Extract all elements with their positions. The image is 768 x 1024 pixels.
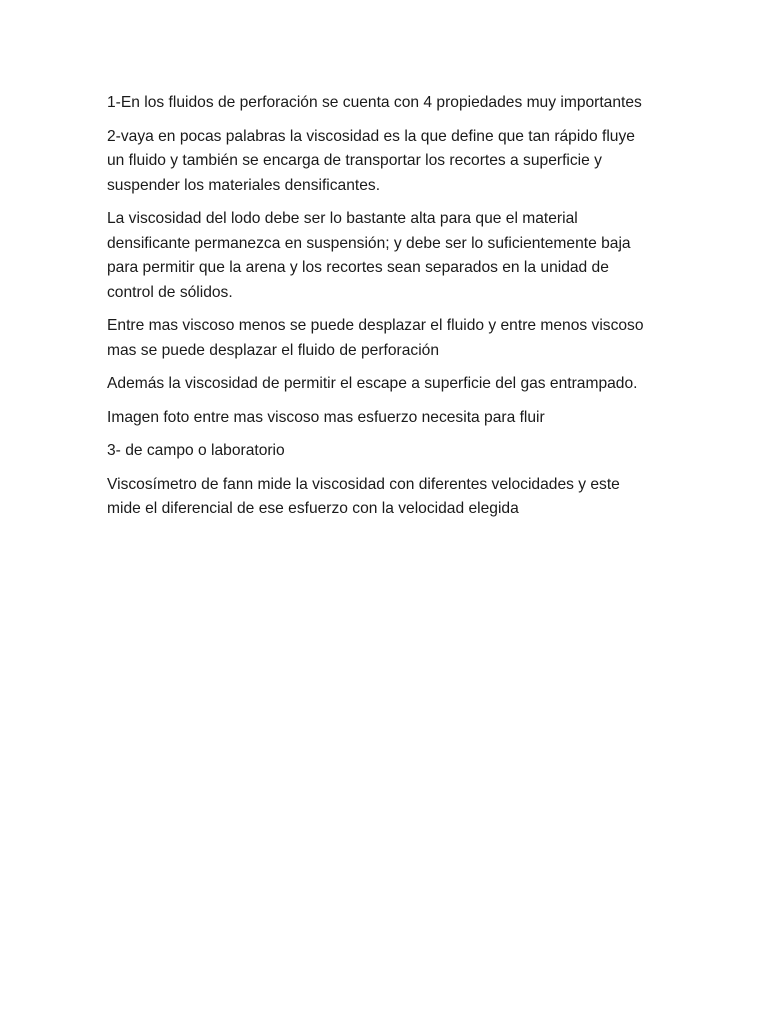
- paragraph-1: [107, 91, 677, 116]
- paragraph-line: un fluido y también se encarga de transportar los recortes a superficie y: [107, 152, 602, 169]
- paragraph-line: 1-En los fluidos de perforación se cuenta con 4 propiedades muy importantes: [107, 94, 642, 111]
- paragraph-line: suspender los materiales densificantes.: [107, 176, 381, 194]
- paragraph-2: [107, 125, 677, 199]
- paragraph-line: Viscosímetro de fann mide la viscosidad con diferentes velocidades y este: [107, 475, 620, 493]
- paragraph-7: [107, 439, 677, 464]
- paragraph-line: mide el diferencial de ese esfuerzo con la velocidad elegida: [107, 500, 519, 517]
- paragraph-6: [107, 406, 677, 431]
- document-body: [107, 91, 677, 531]
- paragraph-4: [107, 314, 677, 363]
- paragraph-line: Además la viscosidad de permitir el escape a superficie del gas entrampado.: [107, 375, 638, 392]
- paragraph-line: Entre mas viscoso menos se puede desplazar el fluido y entre menos viscoso: [107, 317, 644, 334]
- paragraph-line: para permitir que la arena y los recortes sean separados en la unidad de: [107, 259, 609, 276]
- paragraph-line: Imagen foto entre mas viscoso mas esfuerzo necesita para fluir: [107, 408, 545, 426]
- paragraph-8: [107, 473, 677, 522]
- paragraph-line: 2-vaya en pocas palabras la viscosidad es la que define que tan rápido fluye: [107, 127, 635, 145]
- paragraph-line: densificante permanezca en suspensión; y debe ser lo suficientemente baja: [107, 234, 631, 252]
- paragraph-3: [107, 207, 677, 305]
- paragraph-line: mas se puede desplazar el fluido de perforación: [107, 341, 440, 359]
- paragraph-line: 3- de campo o laboratorio: [107, 442, 285, 459]
- paragraph-5: [107, 372, 677, 397]
- paragraph-line: La viscosidad del lodo debe ser lo bastante alta para que el material: [107, 210, 578, 227]
- paragraph-line: control de sólidos.: [107, 283, 233, 301]
